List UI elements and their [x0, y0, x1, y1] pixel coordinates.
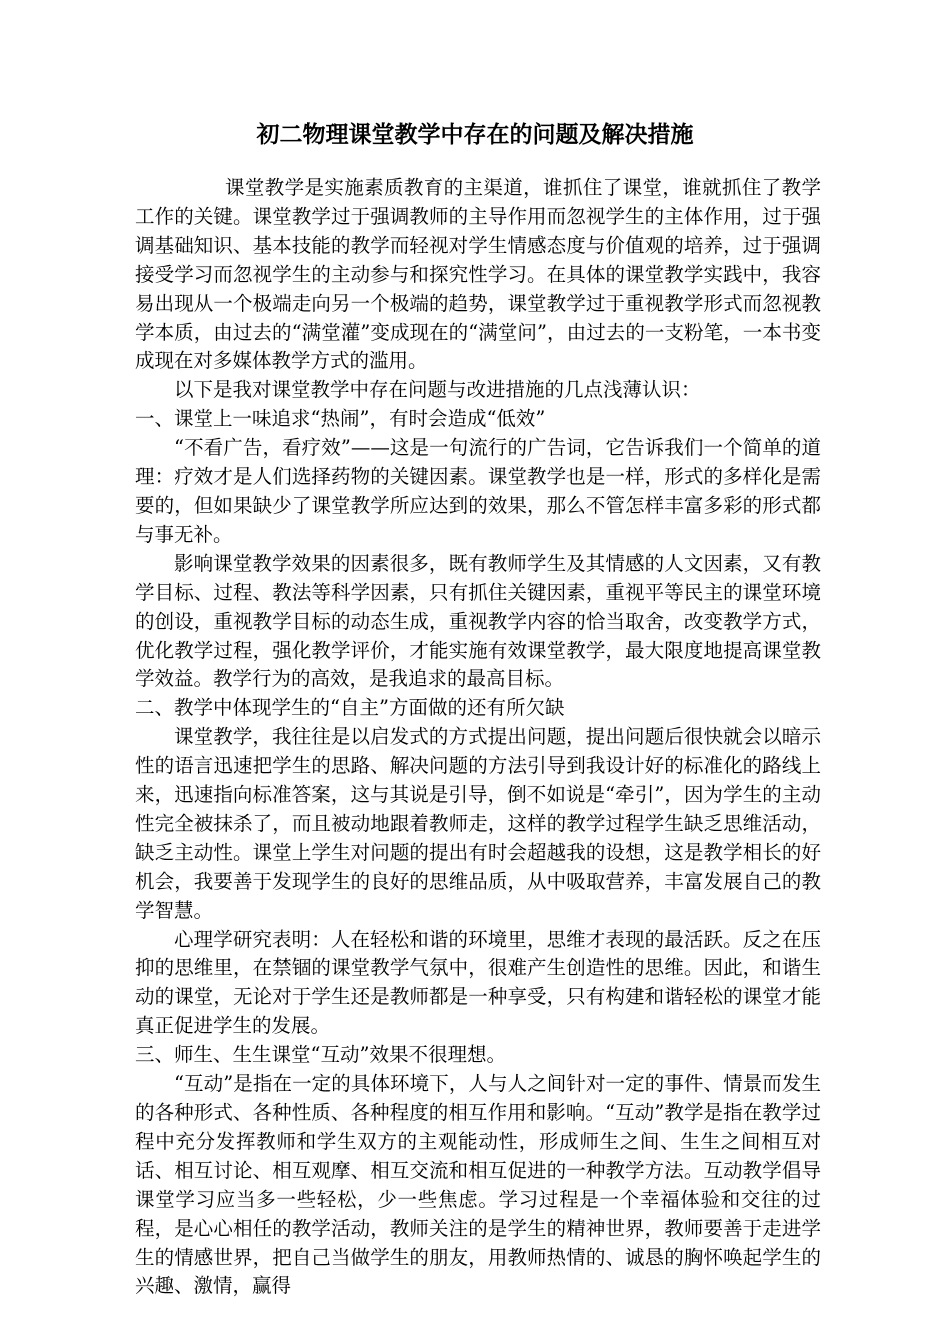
- body-paragraph: 影响课堂教学效果的因素很多，既有教师学生及其情感的人文因素，又有教学目标、过程、教法等科学因素，只有抓住关键因素，重视平等民主的课堂环境的创设，重视教学目标的动态生成，重视教学内容的恰当取舍，改变教学方式，优化教学过程，强化教学评价，才能实施有效课堂教学，最大限度地提高课堂教学效益。教学行为的高效，是我追求的最高目标。: [135, 551, 821, 691]
- section-heading-1: 一、课堂上一味追求“热闹”，有时会造成“低效”: [135, 407, 546, 431]
- section-heading-3: 三、师生、生生课堂“互动”效果不很理想。: [135, 1043, 506, 1067]
- transition-paragraph: 以下是我对课堂教学中存在问题与改进措施的几点浅薄认识：: [174, 378, 701, 402]
- body-paragraph: 心理学研究表明：人在轻松和谐的环境里，思维才表现的最活跃。反之在压抑的思维里，在禁锢的课堂教学气氛中，很难产生创造性的思维。因此，和谐生动的课堂，无论对于学生还是教师都是一种享受，只有构建和谐轻松的课堂才能真正促进学生的发展。: [135, 927, 821, 1038]
- body-paragraph: “互动”是指在一定的具体环境下，人与人之间针对一定的事件、情景而发生的各种形式、各种性质、各种程度的相互作用和影响。“互动”教学是指在教学过程中充分发挥教师和学生双方的主观能动性，形成师生之间、生生之间相互对话、相互讨论、相互观摩、相互交流和相互促进的一种教学方法。互动教学倡导课堂学习应当多一些轻松，少一些焦虑。学习过程是一个幸福体验和交往的过程，是心心相任的教学活动，教师关注的是学生的精神世界，教师要善于走进学生的情感世界，把自己当做学生的朋友，用教师热情的、诚恳的胸怀唤起学生的兴趣、激情，赢得: [135, 1072, 821, 1298]
- body-paragraph: 课堂教学，我往往是以启发式的方式提出问题，提出问题后很快就会以暗示性的语言迅速把学生的思路、解决问题的方法引导到我设计好的标准化的路线上来，迅速指向标准答案，这与其说是引导，倒不如说是“牵引”，因为学生的主动性完全被抹杀了，而且被动地跟着教师走，这样的教学过程学生缺乏思维活动，缺乏主动性。课堂上学生对问题的提出有时会超越我的设想，这是教学相长的好机会，我要善于发现学生的良好的思维品质，从中吸取营养，丰富发展自己的教学智慧。: [135, 725, 821, 922]
- intro-paragraph: 课堂教学是实施素质教育的主渠道，谁抓住了课堂，谁就抓住了教学工作的关键。课堂教学过于强调教师的主导作用而忽视学生的主体作用，过于强调基础知识、基本技能的教学而轻视对学生情感态度与价值观的培养，过于强调接受学习而忽视学生的主动参与和探究性学习。在具体的课堂教学实践中，我容易出现从一个极端走向另一个极端的趋势，课堂教学过于重视教学形式而忽视教学本质，由过去的“满堂灌”变成现在的“满堂问”，由过去的一支粉笔，一本书变成现在对多媒体教学方式的滥用。: [135, 176, 821, 373]
- section-heading-2: 二、教学中体现学生的“自主”方面做的还有所欠缺: [135, 696, 565, 720]
- document-title: 初二物理课堂教学中存在的问题及解决措施: [256, 121, 694, 148]
- body-paragraph: “不看广告，看疗效”——这是一句流行的广告词，它告诉我们一个简单的道理：疗效才是人们选择药物的关键因素。课堂教学也是一样，形式的多样化是需要的，但如果缺少了课堂教学所应达到的效果，那么不管怎样丰富多彩的形式都与事无补。: [135, 436, 821, 546]
- document-body: [135, 174, 821, 1301]
